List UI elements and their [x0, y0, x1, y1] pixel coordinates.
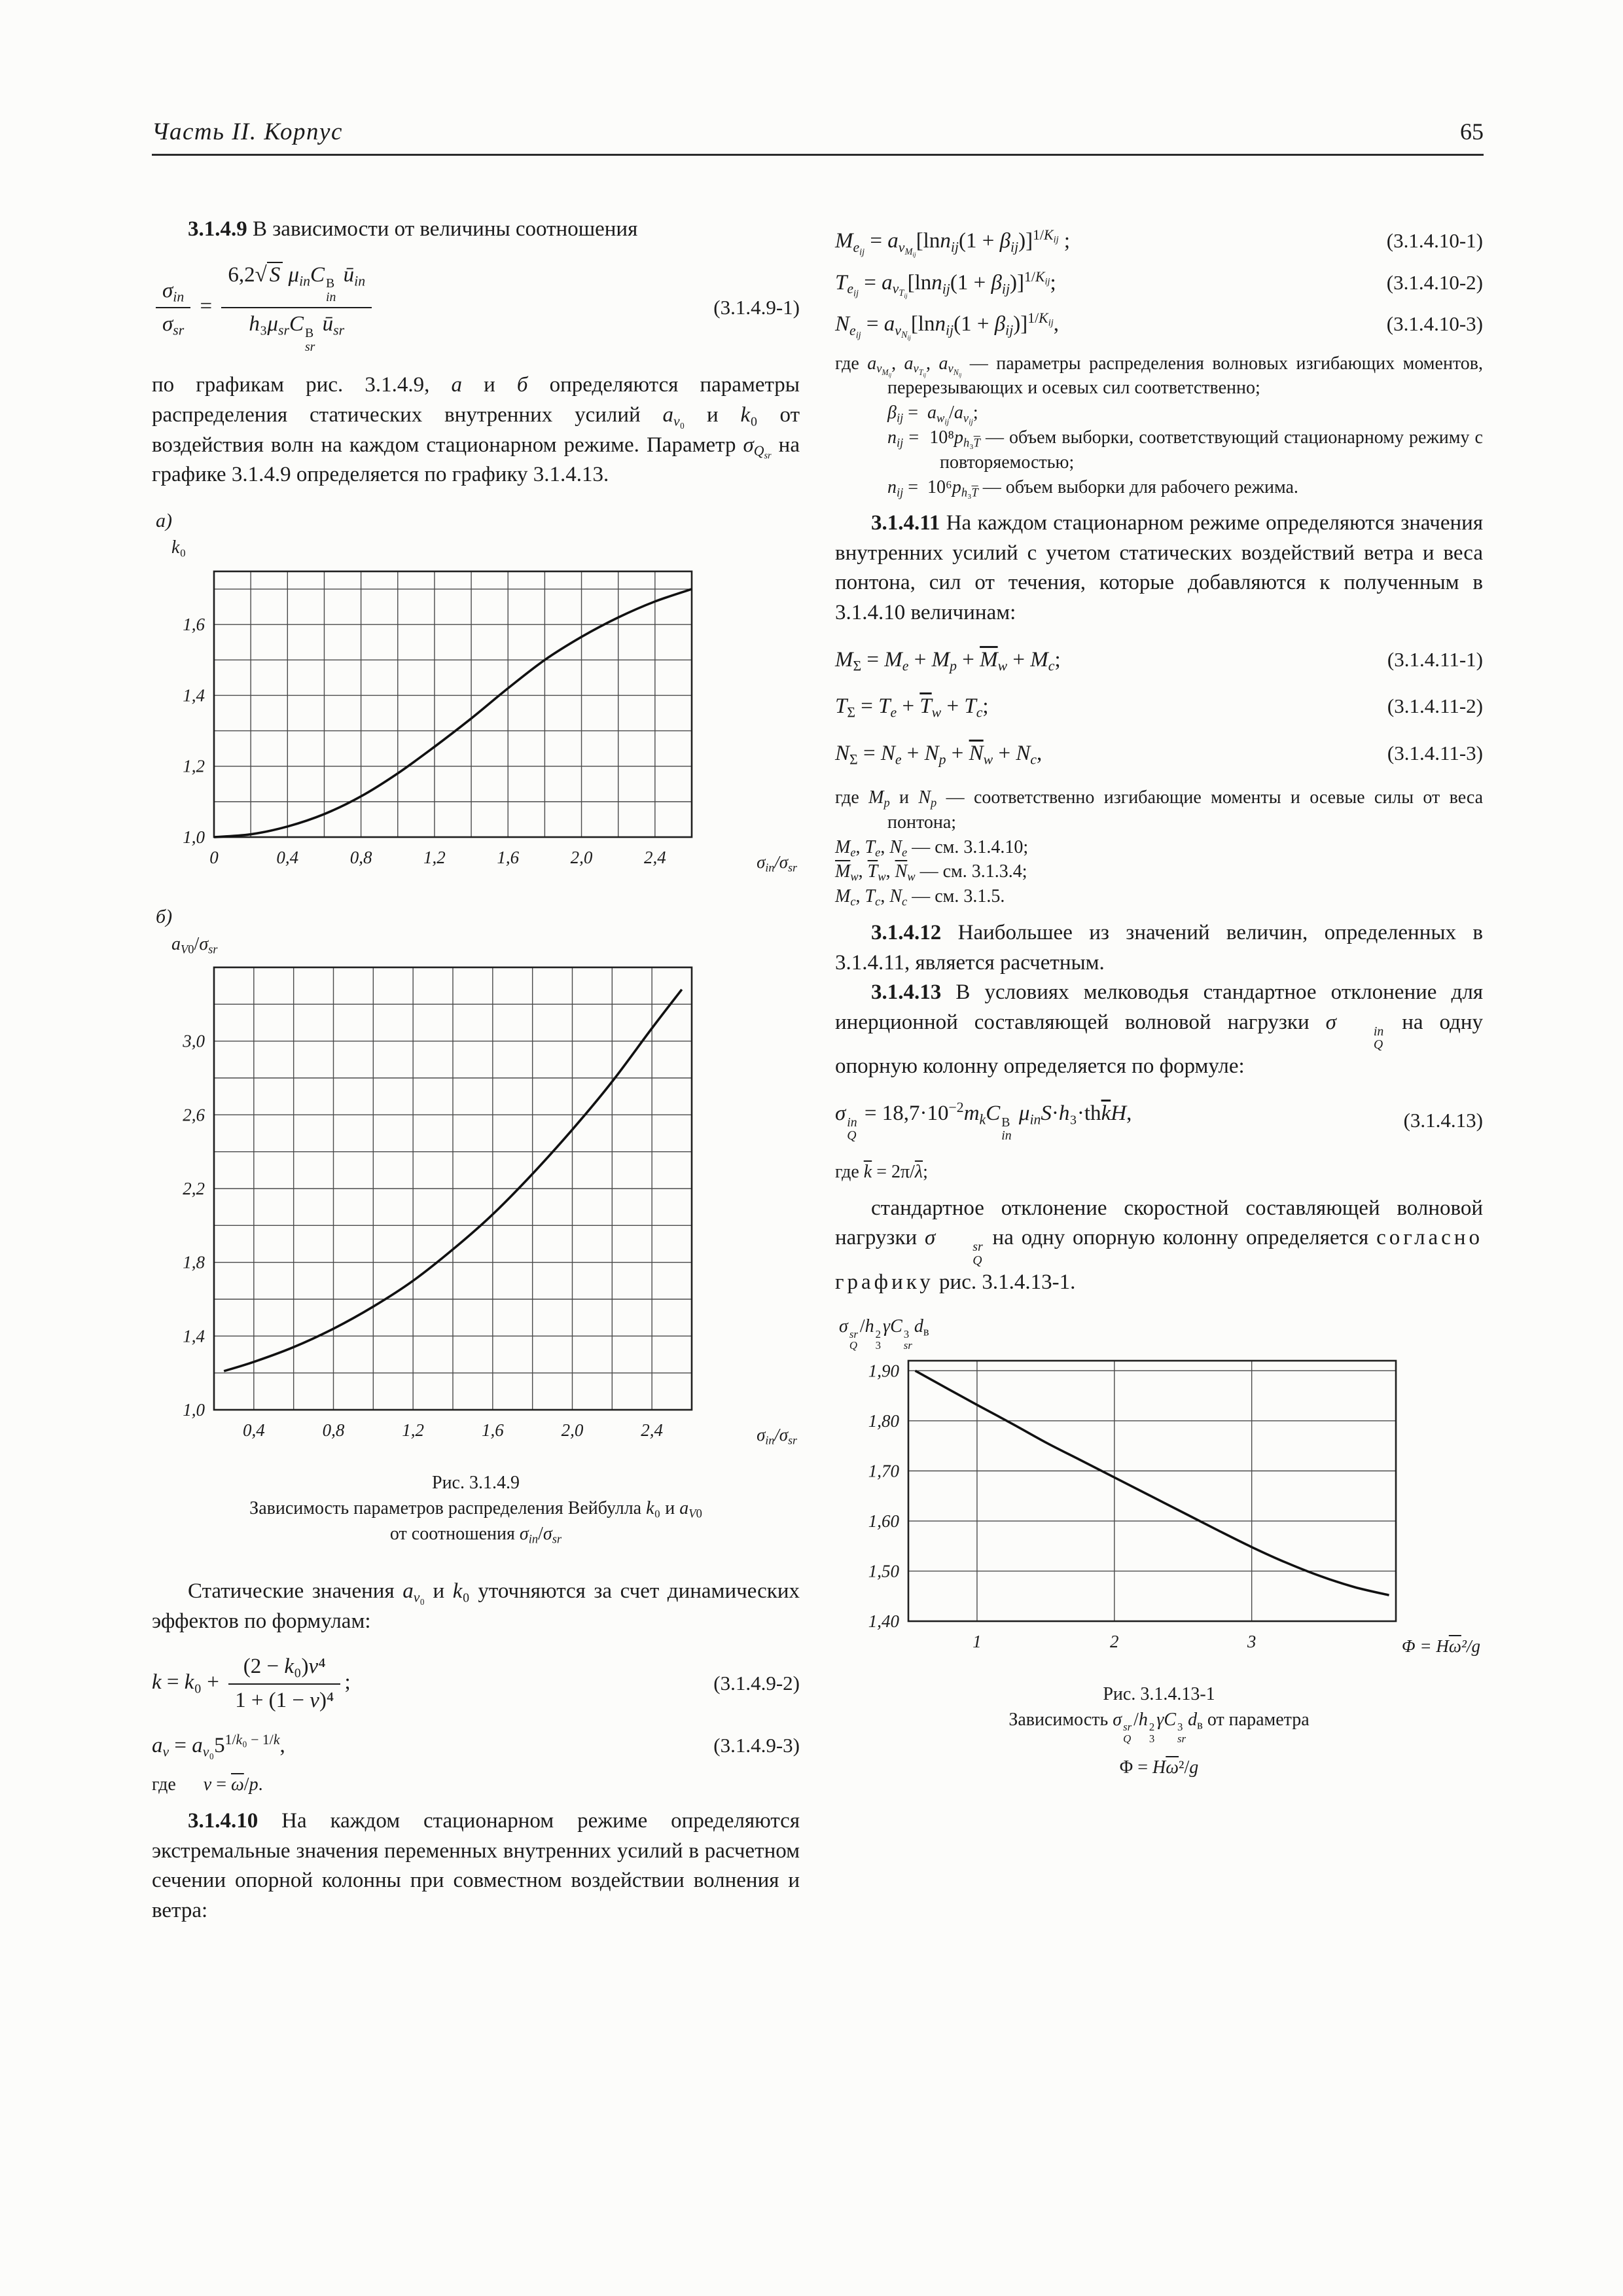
svg-text:2,4: 2,4 — [643, 847, 666, 867]
equation-body: σ in Q = $18,7\cdot 10^{-2}m_kC$ В in $\mu_{in}S\cdot h_3\cdot th\overline{k}H$, — [835, 1099, 1132, 1143]
svg-text:1,0: 1,0 — [183, 827, 205, 847]
y-axis-label-k0: k₀ — [171, 537, 187, 558]
svg-text:1,8: 1,8 — [183, 1252, 205, 1272]
svg-text:1,60: 1,60 — [868, 1511, 899, 1531]
equation-3-1-4-10-1 — [835, 226, 1483, 257]
paragraph-velocity-component: стандартное отклонение скоростной составляющей волновой нагрузки σ sr Q на одну опорную колонну определяется согласно графику рис. 3.1.4.13-1. — [835, 1196, 1483, 1294]
subfigure-b-label: б) — [156, 906, 173, 928]
subfigure-a-label: а) — [156, 509, 172, 531]
svg-text:2,2: 2,2 — [183, 1179, 205, 1199]
equation-3-1-4-10-3 — [835, 310, 1483, 340]
caption-line: от соотношения $\sigma_{in}/\sigma_{sr}$ — [389, 1524, 562, 1546]
chart-weibull-av0 — [152, 960, 790, 1450]
equation-body: $M_{e_{ij}} = a_{v_{M_{ij}}}[\ln n_{ij}(1 + \beta_{ij})]^{1/K_{ij}}$ ; — [835, 227, 1070, 259]
definition-line: $M_c$, $T_c$, $N_c$ — см. 3.1.5. — [835, 886, 1005, 908]
definition-line: $\overline{M}_w$, $\overline{T}_w$, $\overline{N}_w$ — см. 3.1.3.4; — [835, 861, 1027, 884]
figure-3-1-4-9-caption — [152, 1470, 800, 1547]
definition-line: где $a_{v_{M_{ij}}}$, $a_{v_{T_{ij}}}$, $a_{v_{N_{ij}}}$ — параметры распределения волновых изгибающих моментов, перерезывающих и осевых сил соответственно; — [835, 353, 1484, 399]
equation-body: $T_{e_{ij}} = a_{v_{T_{ij}}}[\ln n_{ij}(1 + \beta_{ij})]^{1/K_{ij}}$; — [835, 268, 1056, 300]
definitions-nu — [152, 1772, 800, 1797]
definitions-3-1-4-11 — [835, 785, 1483, 909]
equation-number: (3.1.4.10-3) — [1386, 312, 1483, 336]
paragraph-3-1-4-9-cont: по графикам рис. 3.1.4.9, а и б определяются параметры распределения статических внутренних усилий $a_{v_0}$ и k₀ от воздействия волн на каждом стационарном режиме. Параметр $\sigma_{Q_{sr}}$ на графике 3.1.4.9 определяется по графику 3.1.4.13. — [152, 373, 800, 487]
svg-text:1,6: 1,6 — [183, 614, 205, 634]
svg-text:1,2: 1,2 — [183, 756, 205, 776]
paragraph-3-1-4-9: 3.1.4.9 В зависимости от величины соотношения — [188, 217, 638, 241]
x-axis-label-sigma-ratio: $\sigma_{in}/\sigma_{sr}$ — [757, 1425, 797, 1447]
svg-text:1,4: 1,4 — [183, 685, 205, 706]
svg-text:1,90: 1,90 — [868, 1361, 899, 1381]
figure-3-1-4-9-a — [152, 507, 800, 887]
equation-3-1-4-10-2 — [835, 268, 1483, 298]
svg-text:1,40: 1,40 — [868, 1611, 899, 1632]
svg-text:1: 1 — [972, 1632, 982, 1652]
equation-3-1-4-13 — [835, 1099, 1483, 1143]
equation-number: (3.1.4.13) — [1403, 1109, 1483, 1132]
chart-sigma-q-sr — [835, 1354, 1473, 1662]
svg-text:2,6: 2,6 — [183, 1105, 205, 1125]
equation-body: $N_{e_{ij}} = a_{v_{N_{ij}}}[\ln n_{ij}(1 + \beta_{ij})]^{1/K_{ij}}$, — [835, 310, 1059, 342]
svg-text:3,0: 3,0 — [183, 1031, 205, 1051]
svg-text:2: 2 — [1110, 1632, 1119, 1652]
x-axis-label-sigma-ratio: $\sigma_{in}/\sigma_{sr}$ — [757, 852, 797, 874]
equation-3-1-4-9-3 — [152, 1731, 800, 1761]
equation-body: $N_\Sigma = N_e + N_p + \overline{N}_w + N_c$, — [835, 741, 1043, 768]
paragraph-3-1-4-13: 3.1.4.13 В условиях мелководья стандартное отклонение для инерционной составляющей волновой нагрузки σ in Q на одну опорную колонну определяется по формуле: — [835, 980, 1483, 1079]
equation-number: (3.1.4.11-1) — [1387, 647, 1483, 671]
equation-3-1-4-11-3 — [835, 739, 1483, 769]
x-axis-label-phi: $\Phi = H\overline{\omega}^2/g$ — [1402, 1636, 1480, 1657]
equation-3-1-4-11-1 — [835, 645, 1483, 675]
equation-number: (3.1.4.11-2) — [1387, 694, 1483, 718]
equation-body: $T_\Sigma = T_e + \overline{T}_w + T_c$; — [835, 694, 989, 721]
definition-line: $n_{ij} = 10^6p_{h_3\overline{T}}$ — объем выборки для рабочего режима. — [887, 476, 1298, 499]
caption-line: Зависимость параметров распределения Вейбулла k₀ и $a_{V0}$ — [249, 1498, 702, 1520]
equation-number: (3.1.4.9-3) — [713, 1734, 800, 1757]
equation-body: k = k₀ + $\frac{\text{(2 − k₀)ν⁴}}{\text{1 + (1 − ν)⁴}}$ ; — [152, 1655, 351, 1712]
definition-line: $M_e$, $T_e$, $N_e$ — см. 3.1.4.10; — [835, 836, 1029, 859]
svg-text:1,6: 1,6 — [481, 1420, 504, 1441]
equation-number: (3.1.4.11-3) — [1387, 741, 1483, 764]
paragraph-3-1-4-10: 3.1.4.10 На каждом стационарном режиме определяются экстремальные значения переменных внутренних усилий в расчетном сечении опорной колонны при совместном воздействии волнения и ветра: — [152, 1809, 800, 1922]
page-header — [152, 118, 1484, 156]
equation-body: $M_\Sigma = M_e + M_p + \overline{M}_w + M_c$; — [835, 647, 1061, 674]
figure-3-1-4-13-1-caption — [835, 1681, 1483, 1781]
svg-text:0,8: 0,8 — [349, 847, 372, 867]
equation-number: (3.1.4.10-2) — [1386, 270, 1483, 294]
svg-text:1,50: 1,50 — [868, 1561, 899, 1581]
svg-text:1,2: 1,2 — [423, 847, 446, 867]
y-axis-label-av0: $a_{V0}/\sigma_{sr}$ — [171, 933, 218, 956]
definition-line: $n_{ij} = 10^8p_{h_3\overline{T}}$ — объем выборки, соответствующий стационарному режиму с повторяемостью; — [887, 427, 1483, 473]
caption-line: Рис. 3.1.4.9 — [432, 1472, 520, 1493]
definitions-k-bar — [835, 1160, 1483, 1185]
svg-text:0,4: 0,4 — [242, 1420, 265, 1441]
equation-3-1-4-9-2 — [152, 1653, 800, 1714]
running-title: Часть II. Корпус — [152, 118, 343, 145]
svg-text:0,8: 0,8 — [322, 1420, 345, 1441]
definition-line: где $\nu = \overline{\omega}/p$. — [152, 1774, 263, 1795]
svg-text:2,4: 2,4 — [641, 1420, 664, 1441]
caption-line: $\Phi = H\overline{\omega}^2/g$ — [1119, 1757, 1199, 1778]
svg-text:0,4: 0,4 — [276, 847, 299, 867]
two-column-layout — [152, 215, 1484, 1926]
svg-text:3: 3 — [1247, 1632, 1257, 1652]
figure-3-1-4-13-1 — [835, 1314, 1483, 1670]
svg-text:2,0: 2,0 — [570, 847, 593, 867]
equation-body: $a_v = a_{v_0}5^{1/k_0 - 1/k}$, — [152, 1731, 285, 1760]
equation-number: (3.1.4.10-1) — [1386, 229, 1483, 253]
svg-text:1,6: 1,6 — [497, 847, 520, 867]
page-number: 65 — [1460, 118, 1484, 145]
chart-weibull-k0 — [152, 564, 790, 878]
definition-line: где $\overline{k} = 2\pi/\overline{\lambda}$; — [835, 1162, 928, 1183]
equation-number: (3.1.4.9-1) — [713, 295, 800, 319]
equation-number: (3.1.4.9-2) — [713, 1672, 800, 1695]
paragraph-3-1-4-12: 3.1.4.12 Наибольшее из значений величин, определенных в 3.1.4.11, является расчетным. — [835, 921, 1483, 975]
paragraph-3-1-4-11: 3.1.4.11 На каждом стационарном режиме определяются значения внутренних усилий с учетом статических воздействий ветра и веса понтона, сил от течения, которые добавляются к полученным в 3.1.4.10 величинам: — [835, 511, 1483, 624]
svg-text:2,0: 2,0 — [561, 1420, 584, 1441]
svg-text:1,4: 1,4 — [183, 1326, 205, 1346]
y-axis-label-sigma-q: σ sr Q /h 2 3 γC 3 sr $d_в$ — [839, 1316, 929, 1352]
equation-body: $\frac{\sigma_{in}}{\sigma_{sr}}$ = 6,2√ S $\mu_{in}C$ В in $ū_{in}$ $h_3\mu_{sr}C$ В sr $ū_{sr}$ — [152, 262, 705, 354]
svg-text:1,70: 1,70 — [868, 1461, 899, 1481]
equation-3-1-4-11-2 — [835, 692, 1483, 722]
definition-line: $\beta_{ij} = a_{w_{ij}}/a_{v_{ij}}$; — [887, 403, 978, 427]
definitions-3-1-4-10 — [835, 351, 1483, 500]
equation-3-1-4-9-1 — [152, 262, 800, 354]
svg-text:1,0: 1,0 — [183, 1400, 205, 1420]
paragraph-static-values: Статические значения $a_{v_0}$ и k₀ уточняются за счет динамических эффектов по формулам: — [152, 1579, 800, 1633]
right-column — [835, 215, 1483, 1926]
definition-line: где $M_p$ и $N_p$ — соответственно изгибающие моменты и осевые силы от веса понтона; — [835, 787, 1484, 833]
svg-text:0: 0 — [209, 847, 219, 867]
caption-line: Рис. 3.1.4.13-1 — [1103, 1683, 1215, 1704]
svg-text:1,2: 1,2 — [402, 1420, 425, 1441]
caption-line: Зависимость σ sr Q /h 2 3 γC 3 sr $d_в$ от параметра — [1008, 1709, 1310, 1745]
left-column — [152, 215, 800, 1926]
figure-3-1-4-9-b — [152, 903, 800, 1460]
svg-text:1,80: 1,80 — [868, 1410, 899, 1431]
